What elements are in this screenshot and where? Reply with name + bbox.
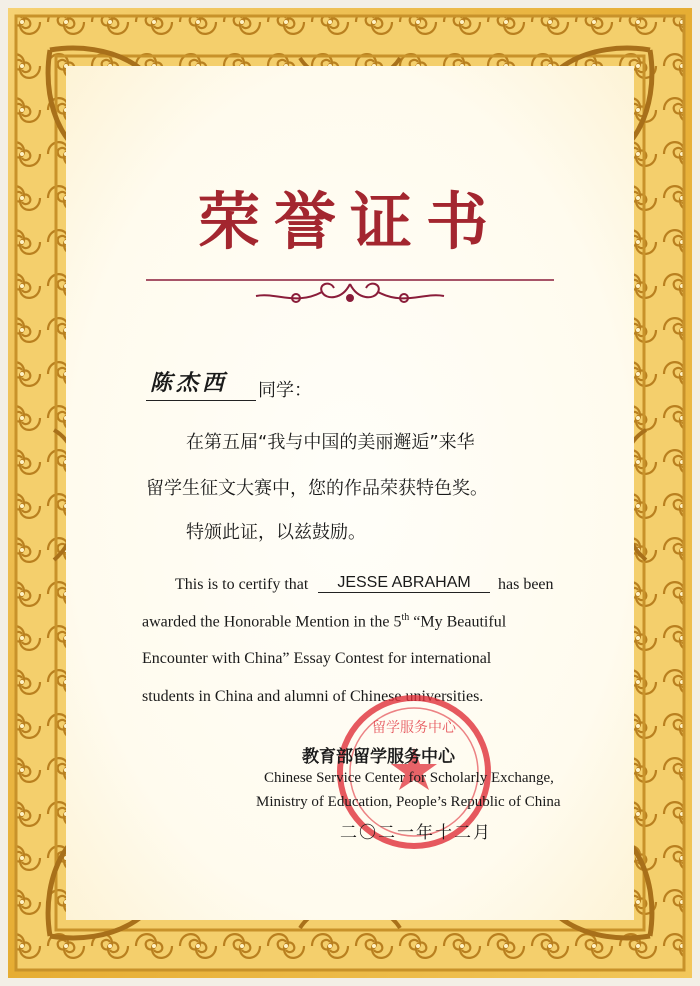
- body-en-suffix: has been: [498, 576, 554, 593]
- recipient-name-en: JESSE ABRAHAM: [318, 574, 490, 593]
- body-zh-line1: 在第五届“我与中国的美丽邂逅”来华: [186, 432, 475, 453]
- recipient-name-zh: 陈杰西: [150, 370, 229, 396]
- body-en-line2a: awarded the Honorable Mention in the 5: [142, 613, 402, 631]
- body-zh-line3: 特颁此证，以兹鼓励。: [186, 522, 366, 543]
- issuer-name-en-line2: Ministry of Education, People’s Republic of China: [256, 794, 561, 810]
- recipient-salutation: 同学：: [258, 380, 312, 401]
- body-en-ordinal: th: [401, 612, 410, 623]
- recipient-name-underline: [146, 400, 256, 401]
- body-zh-line2: 留学生征文大赛中，您的作品荣获特色奖。: [146, 478, 488, 499]
- body-en-line4: students in China and alumni of Chinese universities.: [142, 688, 484, 705]
- body-en-line2: [142, 612, 506, 631]
- certificate-title: 荣誉证书: [197, 185, 502, 258]
- body-en-line3: Encounter with China” Essay Contest for international: [142, 650, 492, 667]
- issue-date: 二〇二一年十二月: [340, 823, 492, 843]
- issuer-name-zh: 教育部留学服务中心: [302, 747, 455, 767]
- body-en-line2b: “My Beautiful: [409, 613, 507, 631]
- body-en-prefix: This is to certify that: [175, 576, 309, 593]
- issuer-name-en-line1: Chinese Service Center for Scholarly Exchange,: [264, 770, 554, 786]
- title-divider-ornament: [146, 270, 554, 314]
- seal-text: 留学服务中心: [372, 720, 456, 736]
